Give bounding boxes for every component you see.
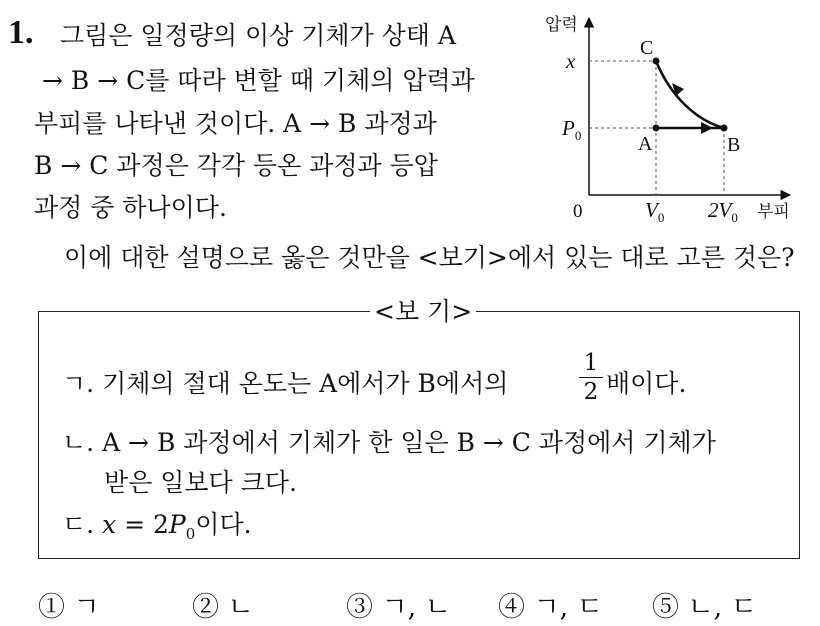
- choice-5-text: ㄴ, ㄷ: [687, 592, 757, 623]
- choice-3-text: ㄱ, ㄴ: [381, 592, 451, 623]
- fraction-denominator: 2: [583, 379, 599, 405]
- choice-1[interactable]: [38, 585, 100, 624]
- bogi-item-3: [62, 505, 252, 543]
- bogi-item-2-line-2: 받은 일보다 크다.: [104, 468, 297, 497]
- x-tick-2v0: $2V_0$: [708, 198, 738, 225]
- point-c-dot: [653, 58, 660, 65]
- bogi-item-1-marker: ㄱ.: [62, 369, 95, 398]
- fraction-one-half: [578, 349, 604, 406]
- question-line-5: 과정 중 하나이다.: [34, 193, 227, 222]
- bogi-item-3-eq: = 2: [116, 510, 169, 539]
- choice-2-number: ②: [192, 592, 219, 623]
- pv-graph: [540, 10, 810, 230]
- bogi-item-3-marker: ㄷ.: [62, 510, 95, 539]
- question-prompt: 이에 대한 설명으로 옳은 것만을 <보기>에서 있는 대로 고른 것은?: [64, 243, 795, 272]
- choice-3[interactable]: [346, 585, 451, 624]
- process-b-c: [656, 61, 724, 128]
- point-b-dot: [721, 125, 728, 132]
- choice-5[interactable]: [652, 585, 757, 624]
- point-a-label: A: [638, 133, 653, 155]
- choice-2-text: ㄴ: [227, 592, 254, 623]
- bogi-item-1-suffix: 배이다.: [606, 369, 687, 398]
- choice-1-number: ①: [38, 592, 65, 623]
- choice-5-number: ⑤: [652, 592, 679, 623]
- question-number: 1.: [8, 14, 34, 51]
- y-tick-x: x: [566, 49, 576, 73]
- fraction-numerator: 1: [583, 350, 599, 376]
- bogi-item-1: [62, 364, 508, 400]
- bogi-item-3-p: P: [168, 510, 186, 539]
- y-tick-p0: $P_0$: [562, 116, 582, 143]
- choice-4[interactable]: [498, 585, 603, 624]
- choice-2[interactable]: [192, 585, 254, 624]
- point-b-label: B: [727, 134, 741, 156]
- origin-label: 0: [573, 201, 583, 222]
- bogi-item-3-x: x: [102, 510, 117, 539]
- question-line-2: → B → C를 따라 변할 때 기체의 압력과: [42, 66, 475, 95]
- x-tick-v0: $V_0$: [645, 198, 665, 225]
- question-line-3: 부피를 나타낸 것이다. A → B 과정과: [34, 109, 437, 138]
- bogi-item-2-marker: ㄴ.: [62, 428, 95, 457]
- x-axis-label: 부피: [757, 202, 790, 221]
- choice-3-number: ③: [346, 592, 373, 623]
- question-line-4: B → C 과정은 각각 등온 과정과 등압: [34, 151, 438, 180]
- question-line-1: 그림은 일정량의 이상 기체가 상태 A: [60, 21, 456, 50]
- bogi-item-2-line-1: A → B 과정에서 기체가 한 일은 B → C 과정에서 기체가: [102, 428, 716, 457]
- bogi-item-2: [62, 423, 716, 459]
- bogi-item-1-text: 기체의 절대 온도는 A에서가 B에서의: [102, 369, 509, 398]
- choice-4-number: ④: [498, 592, 525, 623]
- y-axis-label: 압력: [545, 15, 578, 34]
- bogi-item-3-sub: 0: [185, 525, 196, 543]
- point-a-dot: [653, 125, 660, 132]
- choice-1-text: ㄱ: [73, 592, 100, 623]
- point-c-label: C: [640, 37, 654, 59]
- bogi-item-3-suffix: 이다.: [195, 510, 252, 539]
- choice-4-text: ㄱ, ㄷ: [533, 592, 603, 623]
- bogi-title: <보 기>: [370, 292, 476, 328]
